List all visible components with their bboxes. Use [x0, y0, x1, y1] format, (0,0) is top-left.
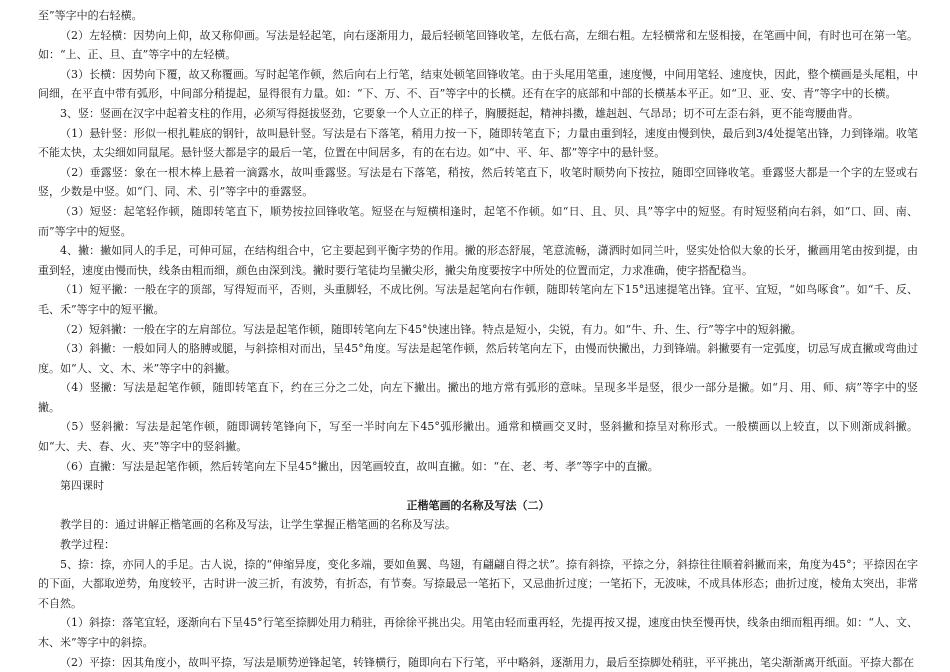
paragraph: （1）悬针竖：形似一根扎鞋底的钢针，故叫悬针竖。写法是右下落笔，稍用力按一下，随即转笔直下；力量由重到轻，速度由慢到快，最后到3/4处提笔出锋，力到锋端。收笔不能太快，太尖细如同鼠尾。悬针竖大都是字的最后一笔，位置在中间居多，有的在右边。如“中、平、年、都”等字中的悬针竖。 [38, 126, 918, 160]
paragraph: （2）平捺：因其角度小，故叫平捺，写法是顺势逆锋起笔，转锋横行，随即向右下行笔，平中略斜，逐渐用力，最后至捺脚处稍驻，平平挑出，笔尖渐渐离开纸面。平捺大都在 [60, 655, 914, 669]
document-page [38, 6, 918, 672]
paragraph: 教学目的：通过讲解正楷笔画的名称及写法，让学生掌握正楷笔画的名称及写法。 [60, 518, 456, 532]
paragraph: 教学过程： [60, 538, 115, 552]
lesson-label: 第四课时 [60, 479, 104, 493]
paragraph: （1）短平撇：一般在字的顶部，写得短而平，否则，头重脚轻，不成比例。写法是起笔向右作顿，随即转笔向左下15°迅速提笔出锋。宜平、宜短，“如鸟啄食”。如“千、反、毛、禾”等字中的短平撇。 [38, 283, 918, 316]
paragraph: （2）垂露竖：象在一根木棒上悬着一滴露水，故叫垂露竖。写法是右下落笔，稍按，然后转笔直下，收笔时顺势向下按拉，随即空回锋收笔。垂露竖大都是一个字的左竖或右竖，少数是中竖。如“门、同、术、引”等字中的垂露竖。 [38, 165, 918, 199]
paragraph: （2）短斜撇：一般在字的左肩部位。写法是起笔作顿，随即转笔向左下45°快速出锋。特点是短小，尖锐，有力。如“牛、升、生、行”等字中的短斜撇。 [60, 322, 802, 336]
paragraph: （3）斜撇：一般如同人的胳膊或腿，与斜捺相对而出，呈45°角度。写法是起笔作顿，然后转笔向左下，由慢而快撇出，力到锋端。斜撇要有一定弧度，切忌写成直撇或弯曲过度。如“人、文、木、米”等字中的斜撇。 [38, 342, 918, 375]
paragraph: （3）短竖：起笔轻作顿，随即转笔直下，顺势按拉回锋收笔。短竖在与短横相逢时，起笔不作顿。如“日、且、贝、具”等字中的短竖。有时短竖稍向右斜，如“口、回、南、而”等字中的短竖。 [38, 204, 918, 238]
paragraph: 4、撇：撇如同人的手足，可伸可屈，在结构组合中，它主要起到平衡字势的作用。撇的形态舒展，笔意流畅，潇洒时如同兰叶，竖实处恰似大象的长牙，撇画用笔由按到提，由重到轻，速度由慢而快，线条由粗而细，颜色由深到浅。撇时要行笔徒均呈撇尖形，撇尖角度要按字中所处的位置而定，力求准确，使字搭配稳当。 [38, 244, 918, 277]
paragraph: （4）竖撇：写法是起笔作顿，随即转笔直下，约在三分之二处，向左下撇出。撇出的地方常有弧形的意味。呈现多半是竖，很少一部分是撇。如“月、用、师、病”等字中的竖撇。 [38, 381, 918, 414]
paragraph: （6）直撇：写法是起笔作顿，然后转笔向左下呈45°撇出，因笔画较直，故叫直撇。如：“在、老、考、孝”等字中的直撇。 [60, 459, 659, 473]
paragraph: 至”等字中的右轻横。 [38, 9, 143, 22]
paragraph: （3）长横：因势向下覆，故又称覆画。写时起笔作顿，然后向右上行笔，结束处顿笔回锋收笔。由于头尾用笔重，速度慢，中间用笔轻、速度快，因此，整个横画是头尾粗，中间细，在平直中带有弧形，中间部分稍提起，显得很有力量。如：“下、万、不、百”等字中的长横。还有在字的底部和中部的长横基本平正。如“卫、亚、安、青”等字中的长横。 [38, 67, 918, 101]
paragraph: 3、竖：竖画在汉字中起着支柱的作用，必须写得挺拔竖劲，它要象一个人立正的样子，胸腰挺起，精神抖擞，雄赳赳、气昂昂；切不可左歪右斜，更不能弯腰曲背。 [60, 106, 859, 120]
paragraph: （2）左轻横：因势向上仰，故又称仰画。写法是轻起笔，向右逐渐用力，最后轻顿笔回锋收笔，左低右高，左细右粗。左轻横常和左竖相接，在笔画中间，有时也可在第一笔。如：“上、正、旦、直”等字中的左轻横。 [38, 28, 918, 62]
section-heading: 正楷笔画的名称及写法（二） [406, 498, 550, 512]
paragraph: （1）斜捺：落笔宜轻，逐渐向右下呈45°行笔至捺脚处用力稍驻，再徐徐平挑出尖。用笔由轻而重再轻，先提再按又提，速度由快至慢再快，线条由细而粗再细。如：“人、文、木、米”等字中的斜捺。 [38, 616, 918, 649]
paragraph: 5、捺：捺，亦同人的手足。古人说，捺的“伸缩异度，变化多端，要如鱼翼、鸟翅，有翩翩自得之状”。捺有斜捺，平捺之分，斜捺往往顺着斜撇而来，角度为45°；平捺因在字的下面，大都取逆势，角度较平，古时讲一波三折，有波势，有折态，有节奏。写捺最忌一笔拓下，又忌曲折过度；一笔拓下，无波味，不成具体形态；曲折过度，棱角太突出，非常不自然。 [38, 557, 918, 610]
paragraph: （5）竖斜撇：写法是起笔作顿，随即调转笔锋向下，写至一半时向左下45°弧形撇出。通常和横画交叉时，竖斜撇和捺呈对称形式。一般横画以上较直，以下则渐成斜撇。如“大、夫、春、火、夹”等字中的竖斜撇。 [38, 420, 918, 454]
